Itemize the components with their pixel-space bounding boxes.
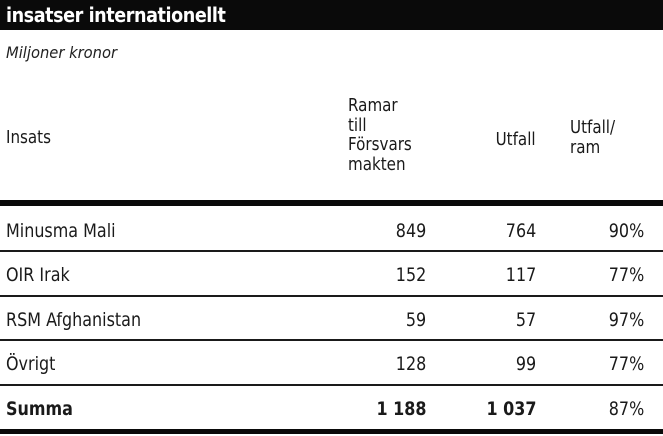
cell-insats: Minusma Mali (6, 220, 116, 242)
table-title-bar (0, 0, 663, 30)
row-divider (0, 295, 663, 297)
cell-ratio: 90% (608, 220, 644, 242)
header-ratio-line: Utfall/ (570, 117, 616, 138)
total-insats: Summa (6, 398, 73, 420)
cell-utfall: 764 (505, 220, 536, 242)
total-row (0, 387, 663, 431)
cell-ratio: 97% (608, 309, 644, 331)
cell-insats: OIR Irak (6, 264, 70, 286)
row-divider (0, 339, 663, 341)
header-ramar-line: till (348, 114, 367, 136)
header-insats-label: Insats (6, 127, 51, 148)
header-ratio-line: ram (570, 136, 601, 158)
total-ratio: 87% (608, 398, 644, 420)
cell-insats: Övrigt (6, 353, 56, 375)
cell-ramar: 59 (405, 309, 426, 331)
table-row (0, 298, 663, 342)
cell-ramar: 849 (395, 220, 426, 242)
table-row (0, 342, 663, 386)
header-ramar-line: Ramar (348, 95, 398, 116)
cell-utfall: 117 (505, 264, 536, 286)
cell-ramar: 128 (395, 353, 426, 375)
header-rule (0, 200, 663, 206)
row-divider (0, 250, 663, 252)
cell-insats: RSM Afghanistan (6, 309, 142, 331)
cell-utfall: 99 (515, 353, 536, 375)
table-subtitle: Miljoner kronor (6, 43, 118, 62)
table-row (0, 209, 663, 253)
header-utfall-label: Utfall (496, 129, 536, 150)
total-ramar: 1 188 (376, 398, 426, 420)
bottom-rule (0, 429, 663, 434)
total-utfall: 1 037 (486, 398, 536, 420)
row-divider (0, 384, 663, 386)
cell-ratio: 77% (608, 264, 644, 286)
header-ramar (348, 96, 468, 202)
cell-ratio: 77% (608, 353, 644, 375)
table-title: insatser internationellt (6, 3, 226, 27)
cell-utfall: 57 (515, 309, 536, 331)
cell-ramar: 152 (395, 264, 426, 286)
table-row (0, 253, 663, 297)
header-ramar-line: makten (348, 153, 406, 175)
header-ramar-line: Försvars (348, 134, 412, 155)
